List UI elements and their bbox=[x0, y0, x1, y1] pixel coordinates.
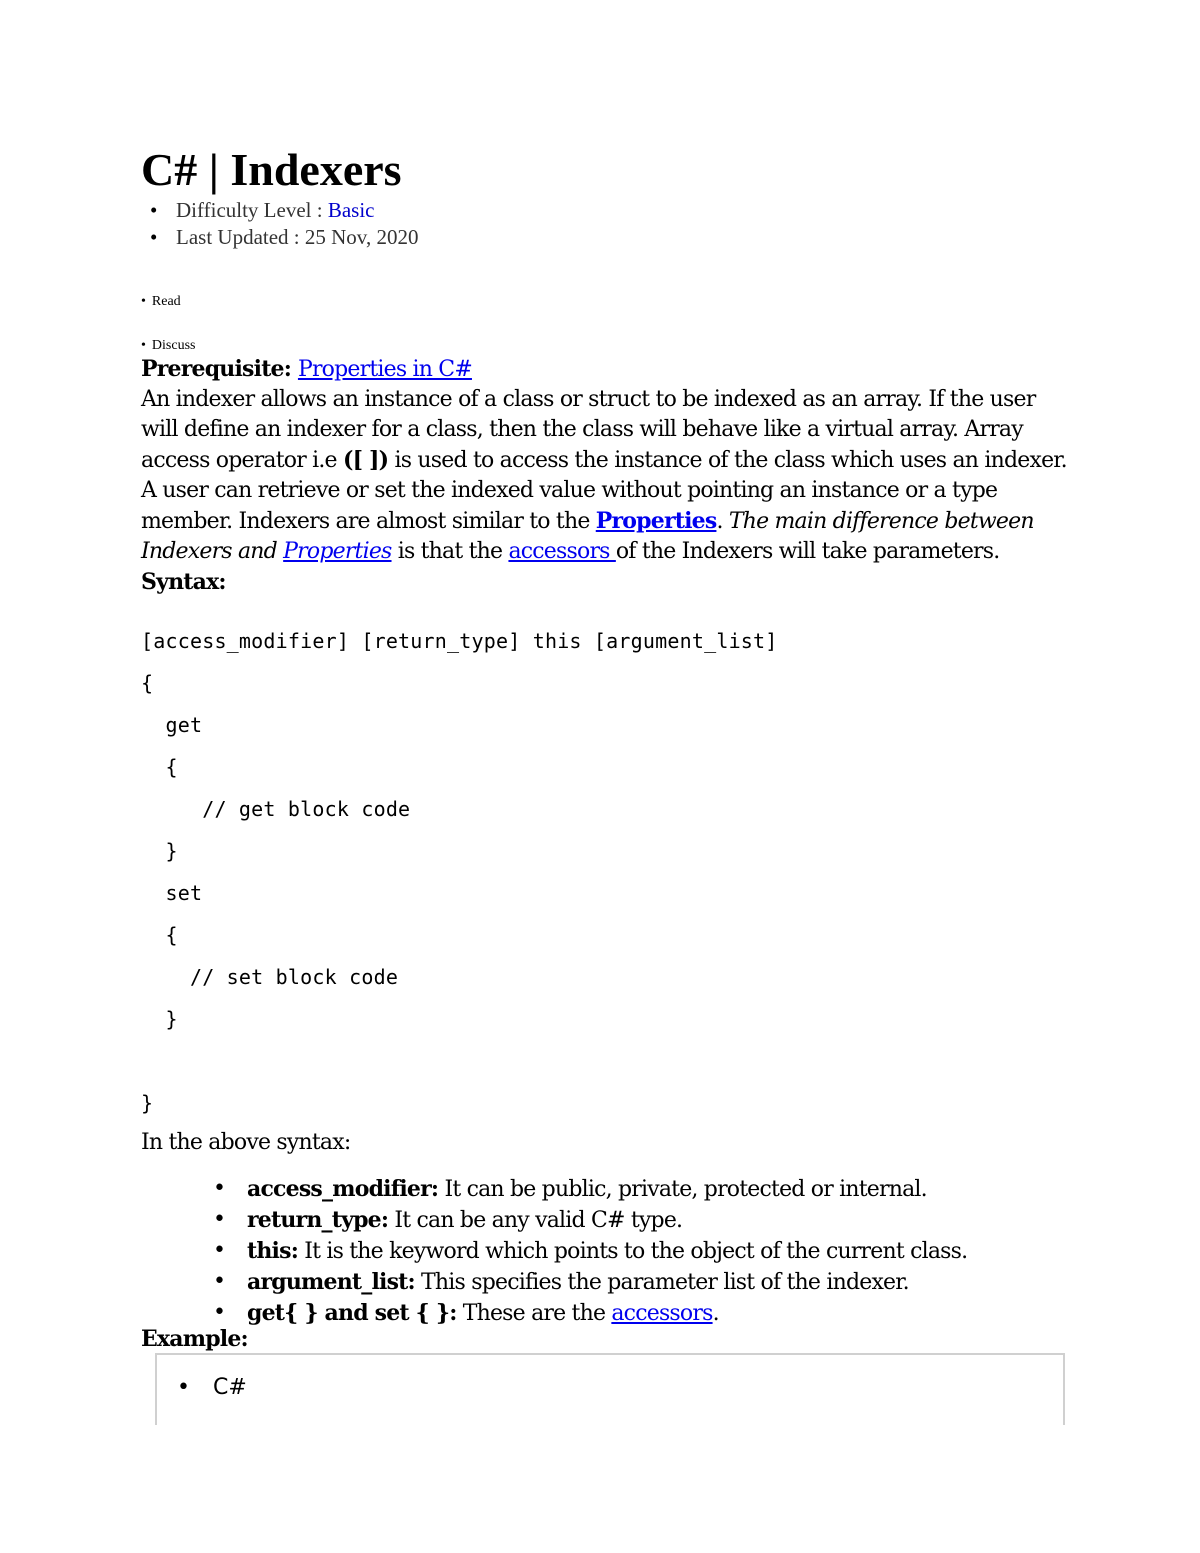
properties-link-2[interactable]: Properties bbox=[283, 539, 392, 564]
intro-text-4: is that the bbox=[391, 539, 509, 564]
param-desc: It can be any valid C# type. bbox=[388, 1208, 683, 1233]
array-operator: ([ ]) bbox=[342, 447, 389, 473]
syntax-code-block: [access_modifier] [return_type] this [argument_list] { get { // get block code } set { // set block code } } bbox=[141, 629, 778, 1115]
param-desc: This specifies the parameter list of the indexer. bbox=[414, 1270, 909, 1295]
difficulty-level bbox=[176, 197, 418, 224]
article-body bbox=[141, 354, 1071, 598]
intro-emphasis: The main difference between Indexers and bbox=[141, 509, 1034, 564]
param-name: get{ } and set { }: bbox=[247, 1300, 457, 1326]
accessors-link[interactable]: accessors bbox=[508, 539, 616, 564]
param-name: return_type: bbox=[247, 1207, 389, 1233]
prerequisite-link[interactable]: Properties in C# bbox=[297, 357, 472, 382]
param-desc: These are the bbox=[456, 1301, 612, 1326]
intro-text-5: of the Indexers will take parameters. bbox=[615, 539, 1000, 564]
bullet-icon: • bbox=[141, 294, 146, 309]
prerequisite-label: Prerequisite: bbox=[141, 356, 298, 382]
updated-value: 25 Nov, 2020 bbox=[304, 225, 419, 249]
discuss-action[interactable] bbox=[141, 336, 195, 356]
intro-text-1: An indexer allows an instance of a class or struct to be indexed as an array. If the user will define an indexer for a class, then the class will behave like a virtual array. Array access operator i.e bbox=[141, 387, 1036, 473]
param-desc: It is the keyword which points to the object of the current class. bbox=[298, 1239, 968, 1264]
intro-paragraph bbox=[141, 385, 1071, 567]
accessors-link-2[interactable]: accessors bbox=[611, 1301, 713, 1326]
intro-text-2: is used to access the instance of the class which uses an indexer. A user can retrieve or set the indexed value without pointing an instance or a type member. Indexers are almost similar to the bbox=[141, 448, 1067, 534]
param-tail: . bbox=[712, 1301, 719, 1326]
discuss-label: Discuss bbox=[151, 338, 196, 353]
intro-text-3: . bbox=[716, 509, 729, 534]
list-item bbox=[247, 1298, 967, 1329]
page-title: C# | Indexers bbox=[141, 144, 402, 195]
example-label: Example: bbox=[141, 1326, 248, 1352]
param-name: access_modifier: bbox=[247, 1176, 439, 1202]
last-updated bbox=[176, 224, 418, 251]
list-item bbox=[247, 1267, 967, 1298]
list-item bbox=[247, 1236, 967, 1267]
bullet-icon: • bbox=[141, 338, 146, 353]
param-name: this: bbox=[247, 1238, 299, 1264]
read-action[interactable] bbox=[141, 292, 181, 312]
syntax-heading bbox=[141, 567, 1071, 598]
updated-label: Last Updated : bbox=[176, 225, 305, 249]
example-code-box bbox=[155, 1353, 1065, 1425]
properties-link-1[interactable]: Properties bbox=[595, 508, 717, 534]
param-name: argument_list: bbox=[247, 1269, 415, 1295]
prerequisite-line bbox=[141, 354, 1071, 385]
syntax-params-list bbox=[247, 1174, 967, 1329]
syntax-intro: In the above syntax: bbox=[141, 1130, 351, 1155]
difficulty-label: Difficulty Level : bbox=[176, 198, 328, 222]
difficulty-link[interactable]: Basic bbox=[327, 198, 375, 222]
read-label: Read bbox=[151, 294, 181, 309]
list-item bbox=[247, 1205, 967, 1236]
syntax-label: Syntax: bbox=[141, 569, 226, 595]
list-item bbox=[247, 1174, 967, 1205]
tab-csharp[interactable]: • C# bbox=[213, 1373, 247, 1403]
param-desc: It can be public, private, protected or internal. bbox=[438, 1177, 927, 1202]
article-meta bbox=[176, 197, 418, 251]
